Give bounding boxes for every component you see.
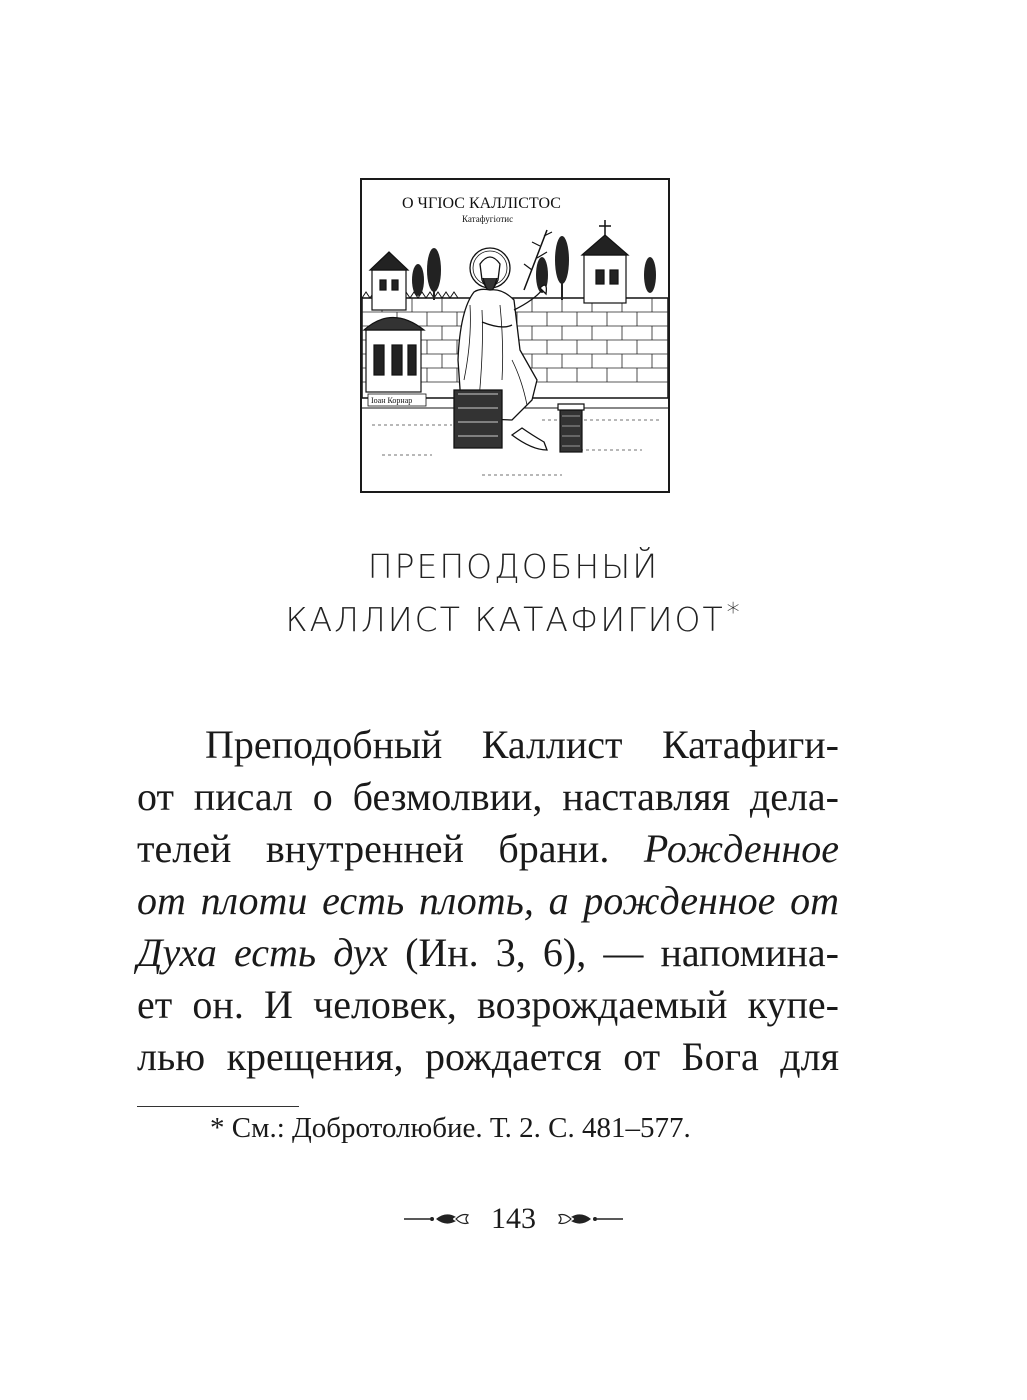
body-line: ет он. И человек, возрождаемый купе- <box>137 982 839 1027</box>
body-text: (Ин. 3, 6), — напомина- <box>405 930 839 975</box>
body-line <box>137 826 839 872</box>
body-italic-quote: Рожденное <box>643 826 840 871</box>
artist-signature: Іоан Корнар <box>371 396 413 405</box>
footnote-rule <box>137 1106 299 1107</box>
body-line <box>137 930 839 976</box>
footnote: * См.: Добротолюбие. Т. 2. С. 481–577. <box>210 1112 691 1144</box>
page-number: 143 <box>491 1202 536 1235</box>
body-line <box>137 878 839 924</box>
body-line: лью крещения, рождается от Бога для <box>137 1034 839 1079</box>
saint-icon-illustration <box>360 178 670 493</box>
lectern <box>558 404 584 452</box>
page-number-block <box>0 1202 1027 1242</box>
body-line: Преподобный Каллист Катафиги- <box>205 722 839 767</box>
icon-inscription: О ЧГІОС КАЛЛІСТОС <box>402 195 561 212</box>
ornament-right-icon <box>555 1209 625 1229</box>
footnote-marker: * <box>726 598 742 628</box>
chapter-title-line-1: ПРЕПОДОБНЫЙ <box>367 547 660 586</box>
icon-inscription-sub: Катафугіотис <box>462 214 514 224</box>
body-italic-quote: Духа есть дух <box>137 930 388 975</box>
chapter-title-line-2 <box>0 598 1027 639</box>
ornament-left-icon <box>402 1209 472 1229</box>
right-church <box>582 220 628 303</box>
body-italic-quote: от плоти есть плоть, а рожденное от <box>137 878 839 923</box>
body-text: телей внутренней брани. <box>137 826 610 871</box>
body-line: от писал о безмолвии, наставляя дела- <box>137 774 839 819</box>
chapter-title-text: КАЛЛИСТ КАТАФИГИОТ <box>285 600 725 639</box>
